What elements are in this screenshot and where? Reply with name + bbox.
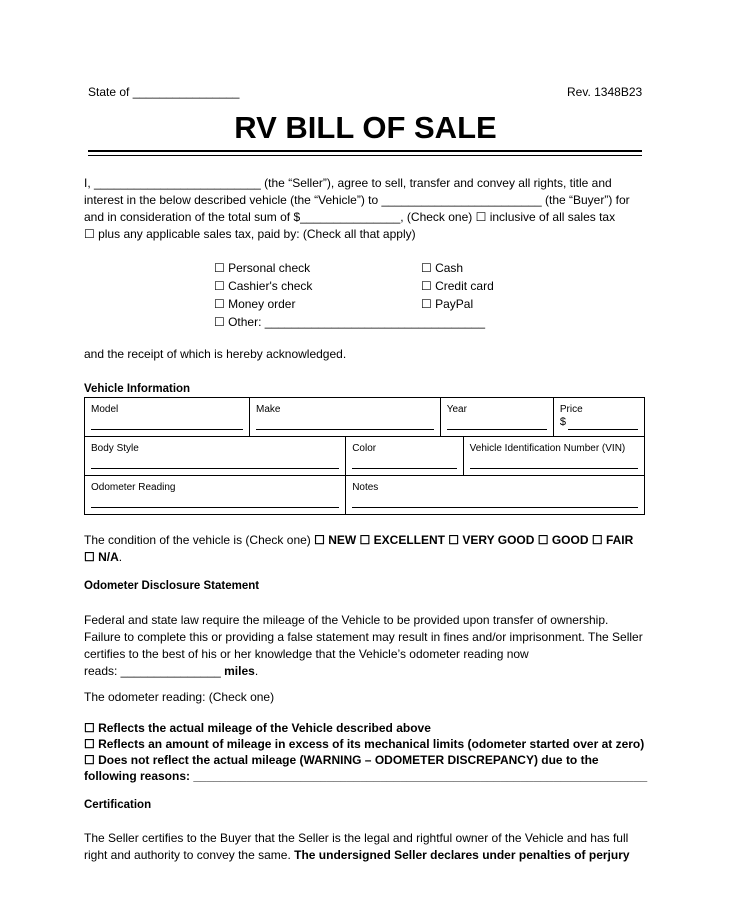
odometer-line-2: Failure to complete this or providing a false statement may result in fines and/or imprisonment. The Seller: [84, 630, 643, 644]
payment-methods-right: [421, 259, 494, 313]
odometer-option-excess[interactable]: ☐ Reflects an amount of mileage in excess of its mechanical limits (odometer started over at zero): [84, 737, 645, 751]
odometer-reading-field[interactable]: reads: _______________: [84, 664, 225, 678]
payment-personal-check[interactable]: ☐ Personal check: [214, 261, 311, 275]
document-title: RV BILL OF SALE: [234, 110, 497, 145]
title-divider-top: [88, 150, 642, 152]
title-divider-bottom: [88, 155, 642, 156]
vehicle-info-heading: Vehicle Information: [84, 383, 191, 395]
notes-cell[interactable]: [346, 476, 645, 515]
certification-line-2: right and authority to convey the same.: [84, 848, 295, 862]
price-dollar: $: [559, 416, 566, 428]
payment-paypal[interactable]: ☐ PayPal: [421, 297, 474, 311]
odometer-miles: miles: [224, 664, 255, 678]
color-cell[interactable]: [346, 437, 463, 476]
intro-line-1[interactable]: I, _________________________ (the “Seller”), agree to sell, transfer and convey all rights, title and: [84, 176, 612, 190]
certification-heading: Certification: [84, 799, 152, 811]
condition-na-option[interactable]: ☐ N/A: [84, 550, 119, 564]
odometer-reasons-field[interactable]: following reasons: ____________________________________________________________________: [84, 769, 648, 783]
intro-line-3[interactable]: and in consideration of the total sum of $_______________, (Check one) ☐ inclusive of all sales tax: [84, 210, 616, 224]
vin-label: Vehicle Identification Number (VIN): [469, 443, 626, 454]
odometer-line-3: certifies to the best of his or her knowledge that the Vehicle’s odometer reading now: [84, 647, 529, 661]
body-style-cell[interactable]: [85, 437, 346, 476]
payment-cashiers-check[interactable]: ☐ Cashier's check: [214, 279, 313, 293]
condition-period: .: [118, 550, 123, 564]
body-style-label: Body Style: [91, 443, 139, 454]
receipt-acknowledgement: and the receipt of which is hereby acknowledged.: [84, 347, 347, 361]
price-cell[interactable]: [553, 398, 644, 437]
odometer-paragraph: [84, 612, 644, 680]
year-label: Year: [446, 404, 467, 415]
odometer-cell[interactable]: [85, 476, 346, 515]
color-label: Color: [352, 443, 377, 454]
payment-credit-card[interactable]: ☐ Credit card: [421, 279, 494, 293]
odometer-line-1: Federal and state law require the mileage of the Vehicle to be provided upon transfer of ownership.: [84, 613, 609, 627]
odometer-option-discrepancy[interactable]: ☐ Does not reflect the actual mileage (WARNING – ODOMETER DISCREPANCY) due to the: [84, 753, 599, 767]
vehicle-info-table: [84, 397, 645, 515]
condition-options[interactable]: ☐ NEW ☐ EXCELLENT ☐ VERY GOOD ☐ GOOD ☐ FAIR: [314, 533, 634, 547]
vin-cell[interactable]: [463, 437, 644, 476]
certification-line-1: The Seller certifies to the Buyer that the Seller is the legal and rightful owner of the Vehicle and has full: [84, 831, 629, 845]
model-cell[interactable]: [85, 398, 250, 437]
odometer-heading: Odometer Disclosure Statement: [84, 580, 260, 592]
condition-paragraph: [84, 532, 644, 566]
odometer-option-actual[interactable]: ☐ Reflects the actual mileage of the Vehicle described above: [84, 721, 431, 735]
intro-paragraph: [84, 175, 644, 243]
price-label: Price: [559, 404, 583, 415]
make-label: Make: [256, 404, 281, 415]
intro-line-4[interactable]: ☐ plus any applicable sales tax, paid by: (Check all that apply): [84, 227, 416, 241]
revision-number: Rev. 1348B23: [567, 85, 643, 99]
make-cell[interactable]: [250, 398, 441, 437]
certification-paragraph: [84, 830, 644, 864]
model-label: Model: [91, 404, 119, 415]
payment-money-order[interactable]: ☐ Money order: [214, 297, 296, 311]
odometer-period: .: [254, 664, 259, 678]
payment-other[interactable]: ☐ Other: _________________________________: [214, 315, 486, 329]
condition-prefix: The condition of the vehicle is (Check one): [84, 533, 315, 547]
payment-cash[interactable]: ☐ Cash: [421, 261, 464, 275]
certification-perjury: The undersigned Seller declares under penalties of perjury: [294, 848, 630, 862]
odometer-label: Odometer Reading: [91, 482, 176, 493]
state-of-field[interactable]: State of ________________: [88, 85, 240, 99]
odometer-check-prompt: The odometer reading: (Check one): [84, 690, 275, 704]
intro-line-2[interactable]: interest in the below described vehicle (the “Vehicle”) to ________________________ (the “Buyer”) for: [84, 193, 630, 207]
odometer-options: [84, 720, 648, 784]
notes-label: Notes: [352, 482, 379, 493]
year-cell[interactable]: [440, 398, 553, 437]
